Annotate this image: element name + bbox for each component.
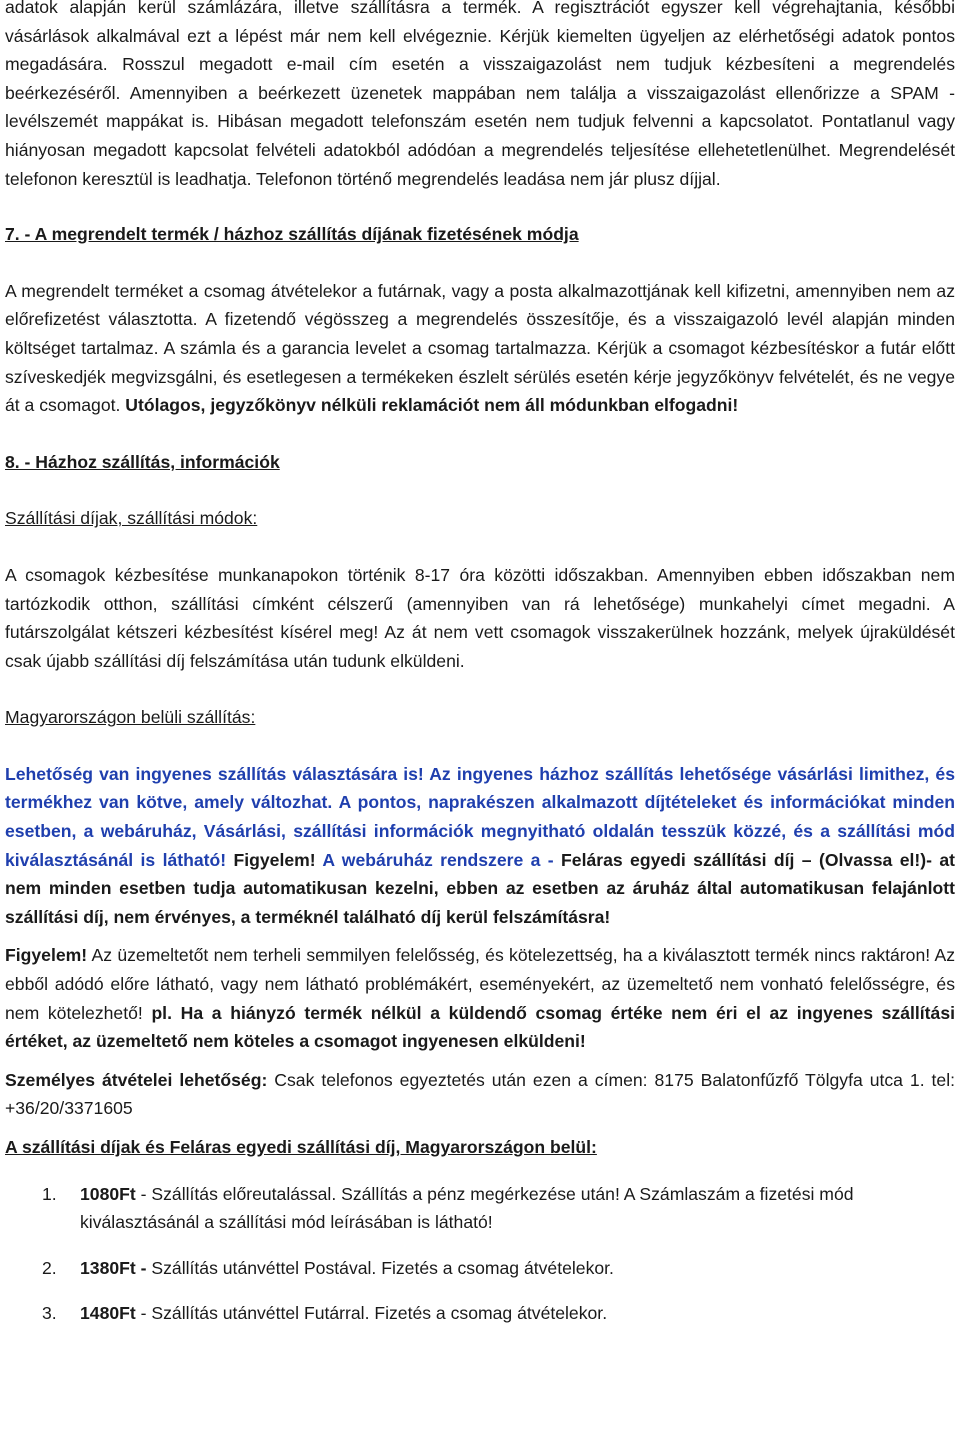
list-item-price: 1080Ft — [80, 1183, 136, 1204]
pickup-body: Csak telefonos egyeztetés után ezen a címen: 8175 Balatonfűzfő Tölgyfa utca 1. tel: +36/20/3371605 — [5, 1069, 956, 1119]
list-item — [5, 1299, 955, 1328]
warning-label: Figyelem! — [5, 945, 88, 966]
pickup-paragraph — [5, 1066, 955, 1123]
list-item — [5, 1254, 955, 1283]
domestic-blue-text-1: Lehetőség van ingyenes szállítás választására is! Az ingyenes házhoz szállítás lehetősége vásárlási limithez, és termékhez van kötve, amely változhat. A pontos, naprakészen alkalmazott díjtételeket és információkat minden esetben, a webáruház, Vásárlási, szállítási információk megnyitható oldalán tesszük közzé, és a szállítási mód kiválasztásánál is látható! — [5, 763, 955, 870]
list-item — [5, 1180, 955, 1237]
section7-body: A megrendelt terméket a csomag átvételekor a futárnak, vagy a posta alkalmazottjának kell kifizetni, amennyiben nem az előrefizetést választotta. A fizetendő végösszeg a megrendelés összesítője, és a visszaigazoló levél alapján minden költséget tartalmaz. A számla és a garancia levelet a csomag tartalmazza. Kérjük a csomagot kézbesítéskor a futár előtt szíveskedjék megvizsgálni, és esetlegesen a termékeken észlelt sérülés esetén kérje jegyzőkönyv felvételét, és ne vegye át a csomagot. — [5, 280, 955, 416]
section7-paragraph — [5, 277, 955, 420]
domestic-black-text-1: Figyelem! — [233, 849, 316, 870]
document-page — [5, 0, 955, 1328]
list-item-number: 3. — [42, 1303, 57, 1324]
domestic-blue-text-2: A webáruház rendszere a - — [322, 849, 554, 870]
list-item-text: - Szállítás utánvéttel Futárral. Fizetés a csomag átvételekor. — [135, 1303, 608, 1324]
fee-list — [5, 1180, 955, 1328]
list-item-number: 1. — [42, 1183, 57, 1204]
section6-paragraph: adatok alapján kerül számlázára, illetve szállításra a termék. A regisztrációt egyszer kell végrehajtania, későbbi vásárlások alkalmával ezt a lépést már nem kell elvégeznie. Kérjük kiemelten ügyeljen az elérhetőségi adatok pontos megadására. Rosszul megadott e-mail cím esetén a visszaigazolást nem tudjuk kézbesíteni a megrendelés beérkezéséről. Amennyiben a beérkezett üzenetek mappában nem találja a visszaigazolást ellenőrizze a SPAM - levélszemét mappákat is. Hibásan megadott telefonszám esetén nem tudjuk felvenni a kapcsolatot. Pontatlanul vagy hiányosan megadott kapcsolat felvételi adatokból adódóan a megrendelés teljesítése ellehetetlenülhet. Megrendelését telefonon keresztül is leadhatja. Telefonon történő megrendelés leadása nem jár plusz díjjal. — [5, 0, 955, 189]
list-item-number: 2. — [42, 1257, 57, 1278]
fees-paragraph: A csomagok kézbesítése munkanapokon történik 8-17 óra közötti időszakban. Amennyiben ebben időszakban nem tartózkodik otthon, szállítási címként célszerű (amennyiben van rá lehetősége) munkahelyi címet megadni. A futárszolgálat kétszeri kézbesítést kísérel meg! Az át nem vett csomagok visszakerülnek hozzánk, melyek újraküldését csak újabb szállítási díj felszámítása után tudunk elküldeni. — [5, 564, 955, 671]
domestic-black-text-2: Feláras egyedi szállítási díj – (Olvassa el!)- at nem minden esetben tudja automatikusan kezelni, ebben az esetben az áruház által automatikusan felajánlott szállítási díj, nem érvényes, a terméknél található díj kerül felszámításra! — [5, 849, 955, 927]
list-item-price: 1480Ft — [80, 1303, 136, 1324]
fees-subheading: Szállítási díjak, szállítási módok: — [5, 508, 258, 529]
list-item-text: Szállítás utánvéttel Postával. Fizetés a csomag átvételekor. — [146, 1257, 614, 1278]
list-item-price: 1380Ft - — [80, 1257, 147, 1278]
warning-body: Az üzemeltetőt nem terheli semmilyen felelősség, és kötelezettség, ha a kiválasztott termék nincs raktáron! Az ebből adódó előre látható, vagy nem látható problémákért, eseményekért, az üzemeltető nem vonható felelősségre, és nem kötelezhető! — [5, 945, 955, 1023]
warning-paragraph — [5, 941, 955, 1055]
section7-bold-note: Utólagos, jegyzőkönyv nélküli reklamációt nem áll módunkban elfogadni! — [125, 395, 739, 416]
pickup-label: Személyes átvételei lehetőség: — [5, 1069, 268, 1090]
domestic-paragraph — [5, 760, 955, 932]
list-item-text: - Szállítás előreutalással. Szállítás a pénz megérkezése után! A Számlaszám a fizetési mód kiválasztásánál a szállítási mód leírásában is látható! — [80, 1183, 854, 1233]
warning-bold: pl. Ha a hiányzó termék nélkül a küldendő csomag értéke nem éri el az ingyenes szállítási értéket, az üzemeltető nem köteles a csomagot ingyenesen elküldeni! — [5, 1002, 956, 1052]
domestic-subheading: Magyarországon belüli szállítás: — [5, 707, 256, 728]
fees-list-heading: A szállítási díjak és Feláras egyedi szállítási díj, Magyarországon belül: — [5, 1137, 597, 1157]
section8-heading: 8. - Házhoz szállítás, információk — [5, 451, 280, 472]
section7-heading: 7. - A megrendelt termék / házhoz szállítás díjának fizetésének módja — [5, 224, 579, 245]
